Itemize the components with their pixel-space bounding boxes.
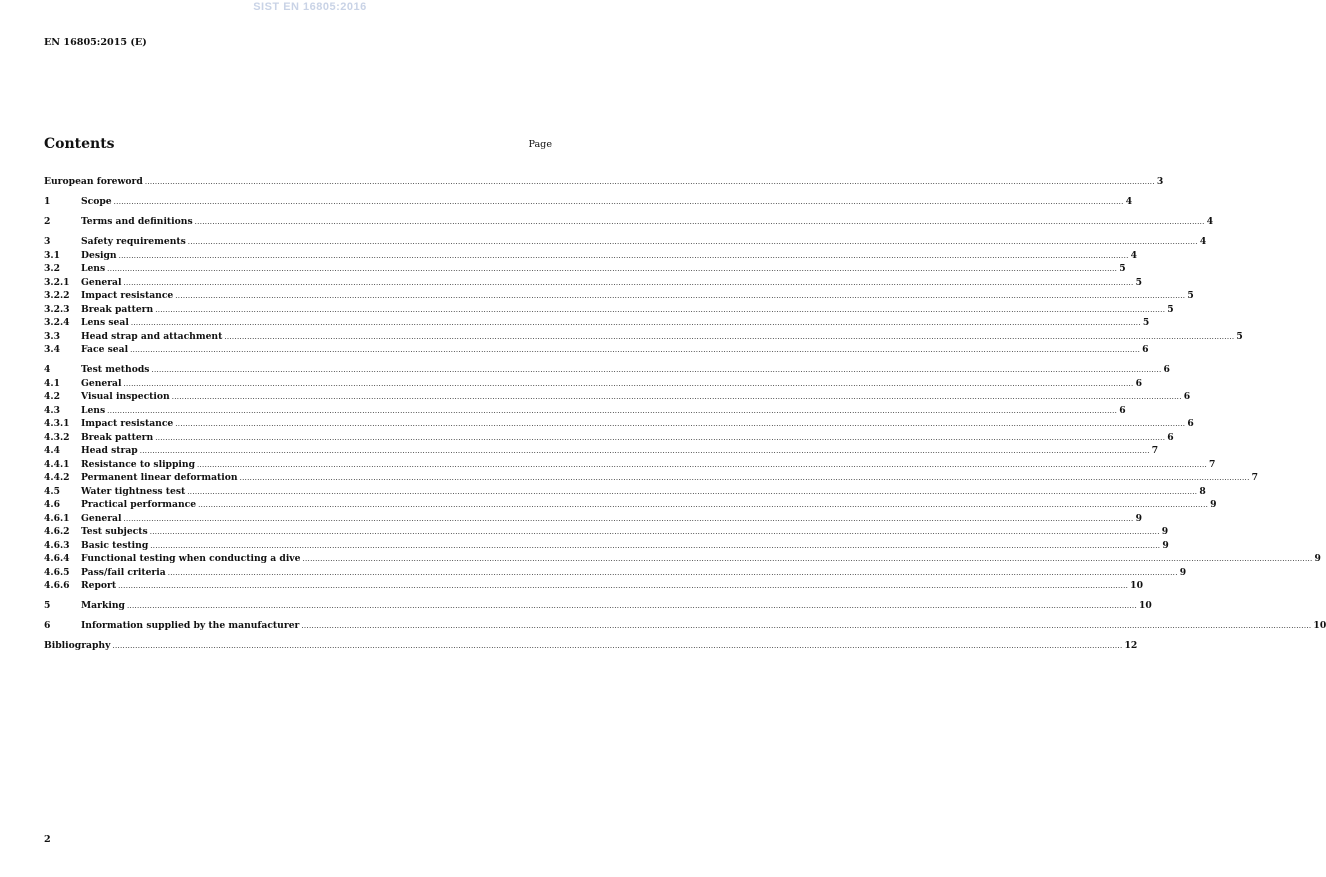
toc-entry-page: 9 [1135,512,1142,524]
toc-dot-leader: ................................................................................................................................................................................................................................................................................................................................................................................................................ [107,406,1118,415]
toc-entry-number: 3.2.1 [44,276,70,288]
toc-entry-title: Basic testing [81,539,149,551]
toc-entry-number: 4.2 [44,391,60,402]
toc-dot-leader: ................................................................................................................................................................................................................................................................................................................................................................................................................ [155,433,1166,442]
toc-dot-leader: ................................................................................................................................................................................................................................................................................................................................................................................................................ [175,420,1186,428]
toc-entry-page: 4 [1130,249,1138,261]
toc-entry-number: 4.6.5 [44,566,70,578]
toc-entry-page: 6 [1163,364,1170,375]
toc-entry-number: 4 [44,364,51,375]
toc-dot-leader: ................................................................................................................................................................................................................................................................................................................................................................................................................ [197,460,1208,469]
toc-entry[interactable] [44,539,1169,553]
toc-dot-leader: ................................................................................................................................................................................................................................................................................................................................................................................................................ [118,582,1129,590]
toc-entry-page: 3 [1156,176,1164,187]
toc-entry[interactable] [44,289,1194,303]
toc-entry-title: Resistance to slipping [81,458,195,470]
toc-entry[interactable] [44,303,1174,317]
toc-entry[interactable] [44,431,1174,445]
toc-entry[interactable] [44,343,1149,357]
toc-dot-leader: ................................................................................................................................................................................................................................................................................................................................................................................................................ [167,568,1178,577]
toc-entry-title: General [81,276,122,288]
toc-entry-number: 4.4.1 [44,458,70,470]
toc-dot-leader: ................................................................................................................................................................................................................................................................................................................................................................................................................ [302,555,1313,563]
toc-entry-page: 7 [1151,445,1159,456]
toc-dot-leader: ................................................................................................................................................................................................................................................................................................................................................................................................................ [123,278,1134,287]
toc-entry-page: 6 [1142,344,1149,355]
toc-entry-page: 5 [1119,263,1126,274]
toc-entry-page: 5 [1167,303,1174,315]
toc-dot-leader: ................................................................................................................................................................................................................................................................................................................................................................................................................ [198,501,1209,509]
toc-entry[interactable] [44,512,1142,526]
toc-entry-page: 12 [1124,640,1138,651]
toc-entry-number: 4.3 [44,404,60,416]
toc-dot-leader: ................................................................................................................................................................................................................................................................................................................................................................................................................ [150,541,1161,550]
toc-entry-number: 3.4 [44,344,60,355]
toc-entry-page: 10 [1313,620,1326,631]
toc-entry-page: 5 [1135,276,1142,288]
toc-entry-page: 9 [1314,553,1321,564]
toc-entry[interactable] [44,619,1326,633]
toc-entry-number: 4.6.3 [44,539,70,551]
toc-dot-leader: ................................................................................................................................................................................................................................................................................................................................................................................................................ [144,178,1155,186]
toc-dot-leader: ................................................................................................................................................................................................................................................................................................................................................................................................................ [155,305,1166,314]
toc-entry-page: 8 [1199,485,1206,497]
document-id: EN 16805:2015 (E) [44,37,147,48]
toc-entry-title: Visual inspection [81,391,170,402]
toc-entry-page: 4 [1125,196,1133,207]
toc-entry[interactable] [44,390,1191,404]
toc-entry-title: Information supplied by the manufacturer [81,620,300,631]
page-number: 2 [44,834,51,845]
toc-entry-title: Lens seal [81,317,129,328]
toc-entry-page: 4 [1199,236,1207,247]
toc-entry-number: 2 [44,216,51,227]
toc-entry-page: 9 [1210,499,1217,510]
toc-entry-number: 4.6.6 [44,580,70,591]
toc-entry-title: Terms and definitions [81,216,193,227]
toc-entry-page: 7 [1251,472,1259,483]
toc-dot-leader: ................................................................................................................................................................................................................................................................................................................................................................................................................ [224,332,1235,341]
toc-dot-leader: ................................................................................................................................................................................................................................................................................................................................................................................................................ [118,251,1129,260]
toc-entry-number: 4.5 [44,485,60,497]
contents-heading: Contents [44,136,115,152]
toc-entry-page: 6 [1183,391,1191,402]
toc-entry-page: 4 [1206,216,1214,227]
toc-entry-page: 10 [1130,580,1143,591]
toc-entry-title: Test subjects [81,526,148,537]
toc-entry-title: General [81,512,122,524]
toc-entry-title: Functional testing when conducting a dive [81,553,301,564]
toc-entry[interactable] [44,525,1169,539]
toc-entry-title: European foreword [44,176,143,187]
toc-entry-page: 9 [1161,526,1169,537]
toc-entry[interactable] [44,235,1207,249]
toc-entry-number: 3 [44,236,51,247]
toc-entry[interactable] [44,276,1142,290]
toc-dot-leader: ................................................................................................................................................................................................................................................................................................................................................................................................................ [126,602,1137,610]
toc-entry-page: 6 [1187,418,1194,429]
toc-entry[interactable] [44,175,1164,189]
toc-dot-leader: ................................................................................................................................................................................................................................................................................................................................................................................................................ [187,238,1198,246]
toc-entry-number: 4.6.2 [44,526,70,537]
toc-entry-page: 5 [1187,290,1194,301]
toc-entry-page: 6 [1135,377,1142,389]
toc-dot-leader: ................................................................................................................................................................................................................................................................................................................................................................................................................ [113,198,1124,206]
toc-dot-leader: ................................................................................................................................................................................................................................................................................................................................................................................................................ [151,366,1162,374]
toc-dot-leader: ................................................................................................................................................................................................................................................................................................................................................................................................................ [187,487,1198,496]
toc-entry-title: Report [81,580,117,591]
toc-entry-title: Design [81,249,117,261]
toc-entry-title: Marking [81,600,125,611]
toc-entry[interactable] [44,215,1214,229]
toc-entry-title: Test methods [81,364,150,375]
toc-entry-title: Permanent linear deformation [81,472,238,483]
toc-entry[interactable] [44,404,1126,418]
toc-dot-leader: ................................................................................................................................................................................................................................................................................................................................................................................................................ [107,265,1118,273]
toc-entry[interactable] [44,377,1142,391]
toc-entry-page: 6 [1167,431,1174,443]
toc-entry-title: General [81,377,122,389]
toc-entry-number: 4.1 [44,377,60,389]
toc-entry-number: 3.2.2 [44,290,70,301]
toc-entry-number: 3.2 [44,263,60,274]
toc-entry-page: 10 [1138,600,1152,611]
toc-entry-page: 6 [1119,404,1126,416]
toc-entry-number: 4.3.1 [44,418,70,429]
toc-entry-number: 4.6.4 [44,553,70,564]
toc-dot-leader: ................................................................................................................................................................................................................................................................................................................................................................................................................ [123,379,1134,388]
toc-dot-leader: ................................................................................................................................................................................................................................................................................................................................................................................................................ [239,474,1250,482]
toc-entry-page: 5 [1236,330,1243,342]
toc-entry[interactable] [44,552,1321,566]
toc-entry-title: Pass/fail criteria [81,566,166,578]
toc-entry-number: 1 [44,196,51,207]
toc-entry-number: 3.2.4 [44,317,70,328]
toc-dot-leader: ................................................................................................................................................................................................................................................................................................................................................................................................................ [123,514,1134,523]
toc-entry-number: 4.6.1 [44,512,70,524]
table-of-contents [44,175,1326,653]
toc-entry-title: Lens [81,404,106,416]
toc-entry[interactable] [44,599,1152,613]
page-column-label: Page [528,139,552,150]
toc-entry-title: Safety requirements [81,236,186,247]
toc-dot-leader: ................................................................................................................................................................................................................................................................................................................................................................................................................ [112,642,1123,650]
toc-entry-title: Impact resistance [81,418,174,429]
toc-entry-number: 4.4 [44,445,60,456]
toc-entry-title: Break pattern [81,303,154,315]
toc-entry[interactable] [44,417,1194,431]
toc-entry-page: 9 [1179,566,1187,578]
toc-dot-leader: ................................................................................................................................................................................................................................................................................................................................................................................................................ [130,346,1141,354]
toc-entry-title: Lens [81,263,106,274]
toc-entry-number: 4.6 [44,499,60,510]
toc-dot-leader: ................................................................................................................................................................................................................................................................................................................................................................................................................ [175,292,1186,300]
toc-entry-title: Head strap and attachment [81,330,223,342]
toc-entry[interactable] [44,262,1126,276]
toc-dot-leader: ................................................................................................................................................................................................................................................................................................................................................................................................................ [139,447,1150,455]
toc-entry-title: Head strap [81,445,138,456]
toc-entry-page: 5 [1142,317,1150,328]
toc-entry-number: 3.1 [44,249,60,261]
toc-entry-number: 3.3 [44,330,60,342]
toc-dot-leader: ................................................................................................................................................................................................................................................................................................................................................................................................................ [149,528,1160,536]
toc-entry-title: Water tightness test [81,485,186,497]
toc-entry-title: Scope [81,196,112,207]
toc-dot-leader: ................................................................................................................................................................................................................................................................................................................................................................................................................ [194,218,1205,226]
toc-entry[interactable] [44,579,1143,593]
toc-dot-leader: ................................................................................................................................................................................................................................................................................................................................................................................................................ [130,319,1141,327]
toc-entry-number: 5 [44,600,51,611]
toc-entry[interactable] [44,363,1170,377]
toc-entry[interactable] [44,498,1217,512]
toc-entry-number: 6 [44,620,51,631]
toc-entry-number: 4.4.2 [44,472,70,483]
toc-entry-title: Impact resistance [81,290,174,301]
toc-entry[interactable] [44,249,1138,263]
watermark: SIST EN 16805:2016 [253,1,367,13]
toc-entry-title: Practical performance [81,499,197,510]
toc-entry-number: 4.3.2 [44,431,70,443]
toc-entry-title: Bibliography [44,640,111,651]
toc-entry-title: Face seal [81,344,129,355]
toc-entry[interactable] [44,316,1150,330]
toc-entry[interactable] [44,485,1206,499]
toc-entry[interactable] [44,566,1187,580]
toc-entry-page: 9 [1162,539,1169,551]
toc-entry[interactable] [44,330,1243,344]
toc-entry-number: 3.2.3 [44,303,70,315]
toc-entry[interactable] [44,639,1138,653]
toc-entry[interactable] [44,471,1259,485]
toc-entry-page: 7 [1209,458,1216,470]
toc-dot-leader: ................................................................................................................................................................................................................................................................................................................................................................................................................ [301,622,1312,630]
toc-entry[interactable] [44,458,1216,472]
toc-entry[interactable] [44,195,1133,209]
toc-entry[interactable] [44,444,1159,458]
toc-dot-leader: ................................................................................................................................................................................................................................................................................................................................................................................................................ [171,393,1182,401]
toc-entry-title: Break pattern [81,431,154,443]
